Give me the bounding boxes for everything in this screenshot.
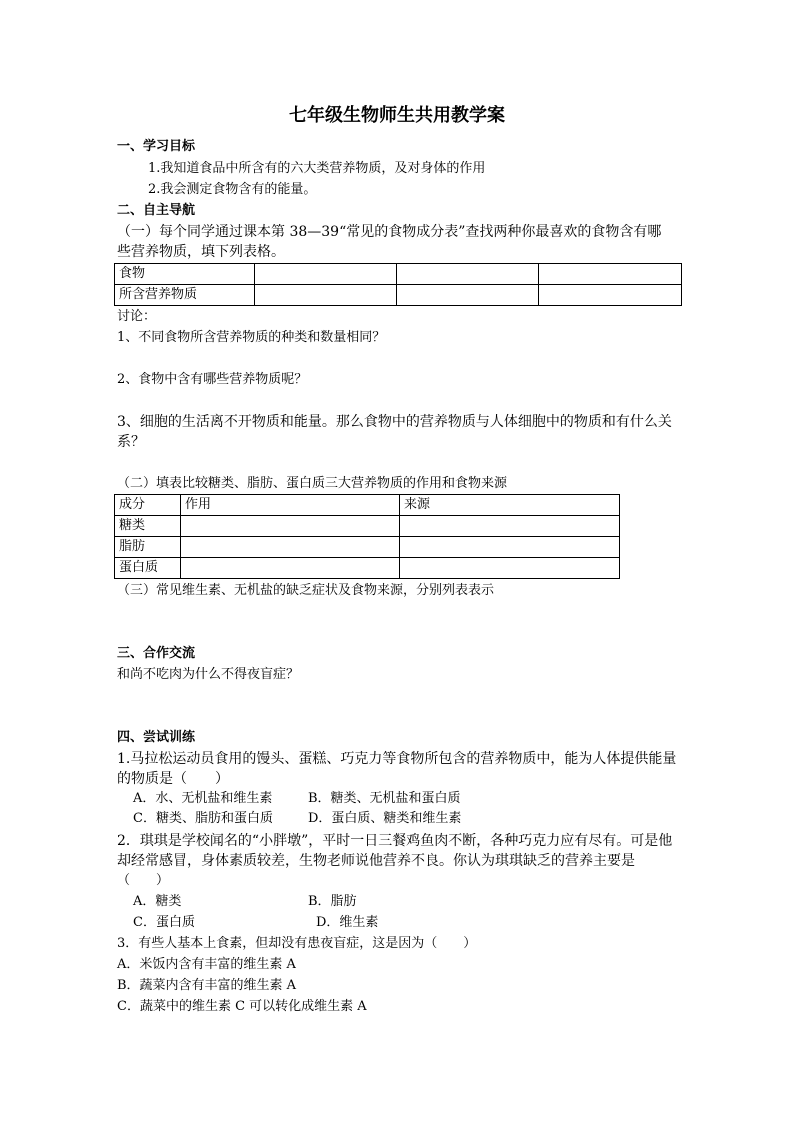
goal-item-2: 2.我会测定食物含有的能量。 <box>148 182 317 197</box>
section-heading-goals: 一、学习目标 <box>117 139 196 154</box>
row-label-fat: 脂肪 <box>115 537 181 558</box>
table-cell-blank[interactable] <box>181 537 400 558</box>
section-heading-cooperation: 三、合作交流 <box>117 646 196 661</box>
table-row <box>115 558 620 579</box>
column-header-source: 来源 <box>400 495 620 516</box>
page-title: 七年级生物师生共用教学案 <box>289 105 505 126</box>
practice-q2-line2: 却经常感冒，身体素质较差，生物老师说他营养不良。你认为琪琪缺乏的营养主要是 <box>117 853 635 869</box>
table-cell-blank[interactable] <box>397 285 539 306</box>
practice-q1-line1: 1.马拉松运动员食用的馒头、蛋糕、巧克力等食物所包含的营养物质中，能为人体提供能量 <box>117 751 677 767</box>
table-cell-blank[interactable] <box>181 516 400 537</box>
table-cell-blank[interactable] <box>400 516 620 537</box>
row-label-nutrients: 所含营养物质 <box>115 285 255 306</box>
table-row <box>115 516 620 537</box>
table-cell-blank[interactable] <box>400 537 620 558</box>
table-cell-blank[interactable] <box>181 558 400 579</box>
q3-option-a: A．米饭内含有丰富的维生素 A <box>117 957 296 972</box>
table-row <box>115 264 682 285</box>
table-cell-blank[interactable] <box>539 264 682 285</box>
q1-option-c: C．糖类、脂肪和蛋白质 <box>133 811 273 826</box>
goal-item-1: 1.我知道食品中所含有的六大类营养物质，及对身体的作用 <box>148 161 486 176</box>
discussion-label: 讨论： <box>117 309 157 324</box>
table-row <box>115 285 682 306</box>
row-label-protein: 蛋白质 <box>115 558 181 579</box>
practice-q1-line2: 的物质是（ ） <box>117 771 229 787</box>
discussion-question-3-line2: 系？ <box>117 434 145 450</box>
part1-instruction-line1: （一）每个同学通过课本第 38—39“常见的食物成分表”查找两种你最喜欢的食物含有哪 <box>117 224 662 240</box>
column-header-function: 作用 <box>181 495 400 516</box>
discussion-question-2: 2、食物中含有哪些营养物质呢？ <box>117 372 308 387</box>
q2-option-c: C．蛋白质 <box>133 915 195 930</box>
part1-instruction-line2: 些营养物质，填下列表格。 <box>117 244 285 260</box>
q1-option-d: D．蛋白质、糖类和维生素 <box>308 811 462 826</box>
practice-q2-line3: （ ） <box>117 873 170 888</box>
q2-option-a: A．糖类 <box>133 894 182 909</box>
table-row <box>115 537 620 558</box>
row-label-food: 食物 <box>115 264 255 285</box>
table-cell-blank[interactable] <box>400 558 620 579</box>
q3-option-b: B．蔬菜内含有丰富的维生素 A <box>117 978 297 993</box>
practice-q3-line1: 3．有些人基本上食素，但却没有患夜盲症，这是因为（ ） <box>117 936 477 951</box>
section-heading-practice: 四、尝试训练 <box>117 730 196 745</box>
q2-option-d: D．维生素 <box>316 915 379 930</box>
discussion-question-3-line1: 3、细胞的生活离不开物质和能量。那么食物中的营养物质与人体细胞中的物质和有什么关 <box>117 414 672 430</box>
q1-option-a: A．水、无机盐和维生素 <box>133 791 273 806</box>
discussion-question-1: 1、不同食物所含营养物质的种类和数量相同？ <box>117 330 386 345</box>
part3-instruction: （三）常见维生素、无机盐的缺乏症状及食物来源，分别列表表示 <box>117 583 495 598</box>
q1-option-b: B．糖类、无机盐和蛋白质 <box>308 791 461 806</box>
row-label-carbohydrate: 糖类 <box>115 516 181 537</box>
q2-option-b: B．脂肪 <box>308 894 357 909</box>
part2-instruction: （二）填表比较糖类、脂肪、蛋白质三大营养物质的作用和食物来源 <box>117 476 508 491</box>
food-nutrients-table <box>114 263 682 306</box>
column-header-component: 成分 <box>115 495 181 516</box>
cooperation-question: 和尚不吃肉为什么不得夜盲症？ <box>117 667 300 682</box>
table-header-row <box>115 495 620 516</box>
nutrient-comparison-table <box>114 494 620 579</box>
section-heading-self-study: 二、自主导航 <box>117 203 196 218</box>
table-cell-blank[interactable] <box>255 285 397 306</box>
table-cell-blank[interactable] <box>539 285 682 306</box>
practice-q2-line1: 2．琪琪是学校闻名的“小胖墩”，平时一日三餐鸡鱼肉不断，各种巧克力应有尽有。可是他 <box>117 833 673 849</box>
q3-option-c: C．蔬菜中的维生素 C 可以转化成维生素 A <box>117 999 367 1014</box>
table-cell-blank[interactable] <box>397 264 539 285</box>
table-cell-blank[interactable] <box>255 264 397 285</box>
